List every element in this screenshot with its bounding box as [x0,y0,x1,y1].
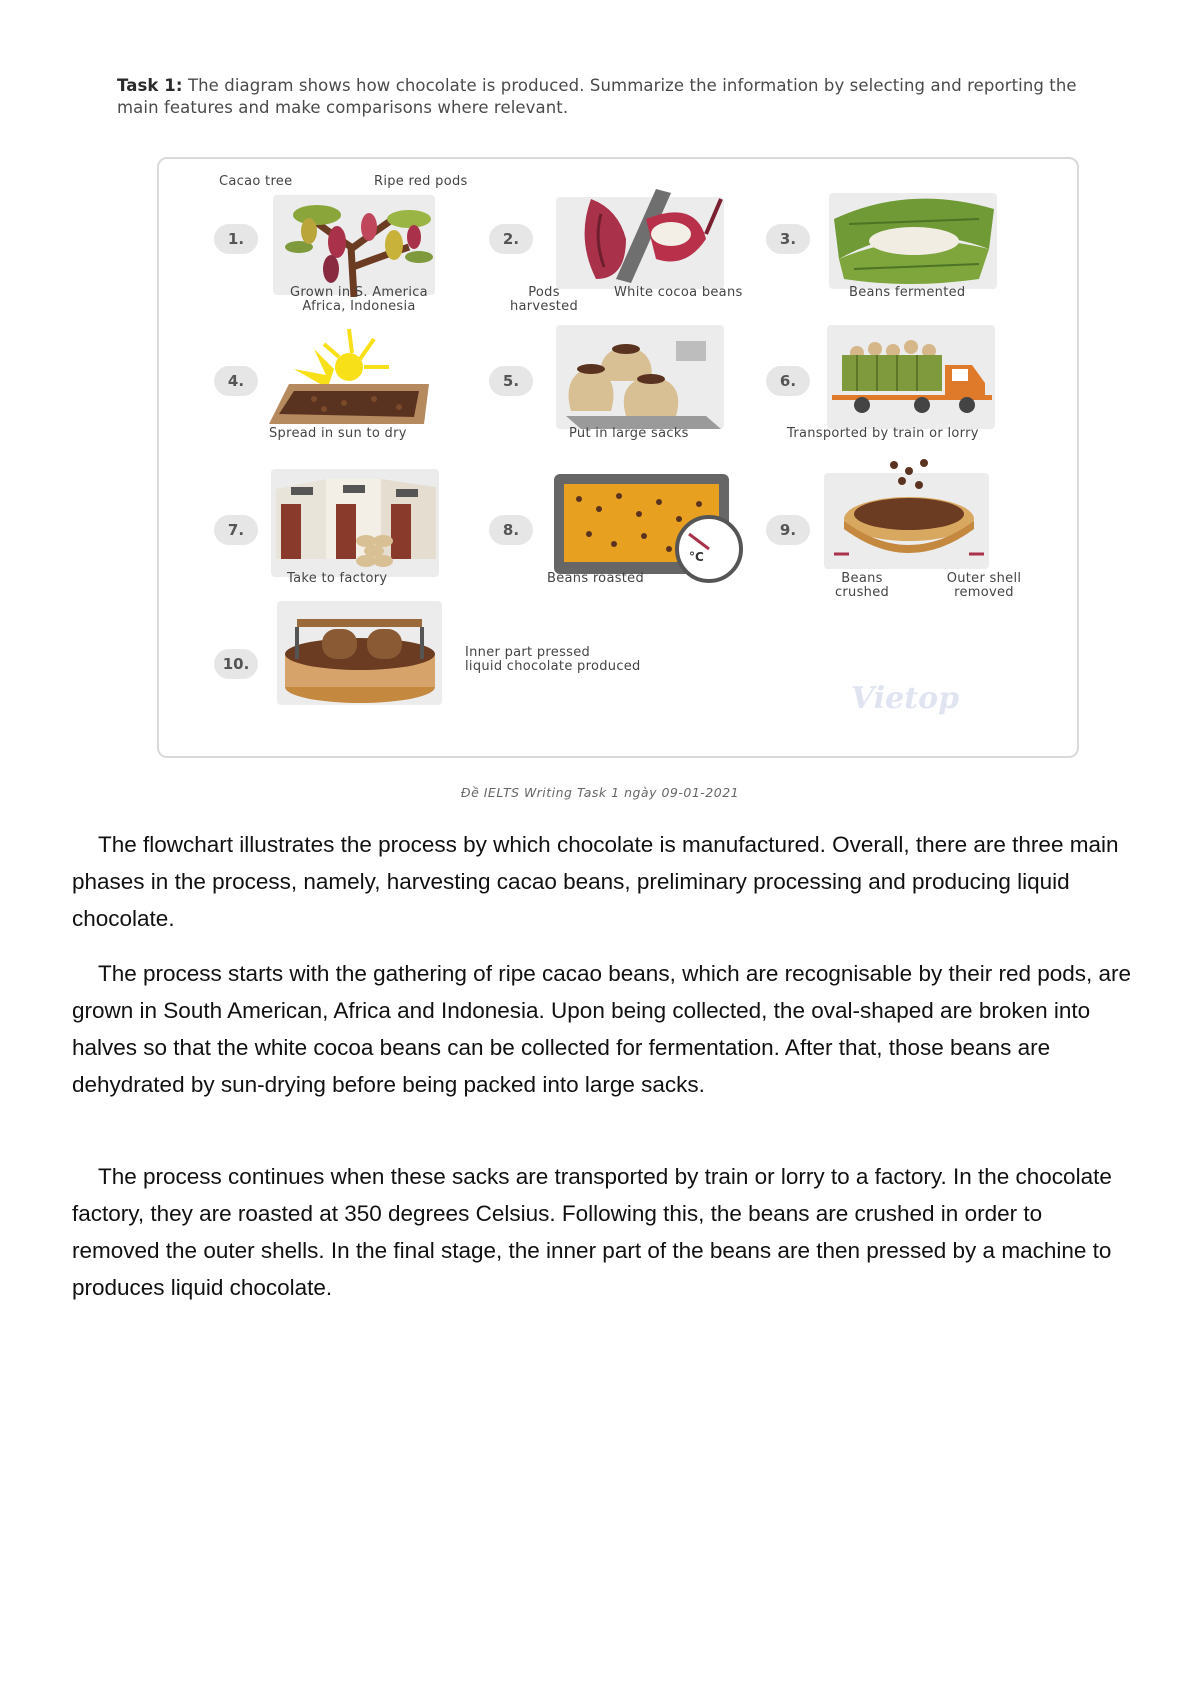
task-label: Task 1: [117,76,183,95]
step-6-number: 6. [766,366,810,396]
step-4-caption: Spread in sun to dry [269,426,407,441]
step-2-caption-beans: White cocoa beans [614,285,743,300]
step-5-caption: Put in large sacks [569,426,689,441]
step-7-caption: Take to factory [287,571,388,586]
step-7-number: 7. [214,515,258,545]
roasting-oven-illustration [549,474,749,584]
cacao-tree-illustration [269,187,439,297]
task-text: The diagram shows how chocolate is produced. Summarize the information by selecting and reporting the main features and make comparisons where relevant. [117,76,1077,117]
factory-illustration [271,469,441,579]
step-8-caption: Beans roasted [547,571,645,586]
step-3-number: 3. [766,224,810,254]
crushing-bowl-illustration [824,459,994,569]
step-10-caption: Inner part pressed liquid chocolate produced [465,645,641,674]
label-cacao-tree: Cacao tree [219,174,293,189]
essay-paragraph-3: The process continues when these sacks are transported by train or lorry to a factory. In the chocolate factory, they are roasted at 350 degrees Celsius. Following this, the beans are crushed in order to removed the outer shells. In the final stage, the inner part of the beans are then pressed by a machine to produces liquid chocolate. [72,1164,1112,1300]
gauge-unit-label: °C [689,550,704,564]
step-9-number: 9. [766,515,810,545]
lorry-illustration [827,325,997,435]
sun-drying-illustration [264,329,434,439]
step-2-number: 2. [489,224,533,254]
step-5-number: 5. [489,366,533,396]
step-1-number: 1. [214,224,258,254]
step-8-number: 8. [489,515,533,545]
step-9-caption-crushed: Beans crushed [834,571,890,600]
task-prompt [117,75,1077,119]
press-machine-illustration [277,599,447,709]
step-4-number: 4. [214,366,258,396]
step-10-number: 10. [214,649,258,679]
step-3-caption: Beans fermented [849,285,966,300]
essay-paragraph-1: The flowchart illustrates the process by which chocolate is manufactured. Overall, there are three main phases in the process, namely, harvesting cacao beans, preliminary processing and producing liquid chocolate. [72,832,1119,931]
step-9-caption-shell: Outer shell removed [946,571,1022,600]
essay-paragraph-2: The process starts with the gathering of ripe cacao beans, which are recognisable by their red pods, are grown in South American, Africa and Indonesia. Upon being collected, the oval-shaped are broken into halves so that the white cocoa beans can be collected for fermentation. After that, those beans are dehydrated by sun-drying before being packed into large sacks. [72,961,1132,1097]
label-ripe-red-pods: Ripe red pods [374,174,468,189]
pod-harvest-illustration [556,179,726,289]
vietop-watermark: Vietop [851,681,960,716]
step-6-caption: Transported by train or lorry [787,426,979,441]
fermenting-leaves-illustration [829,179,999,289]
source-caption: Đề IELTS Writing Task 1 ngày 09-01-2021 [460,785,740,800]
step-1-caption: Grown in S. America Africa, Indonesia [290,285,428,314]
process-diagram [157,157,1079,758]
sacks-on-scale-illustration [556,321,726,431]
step-2-caption: Pods harvested [509,285,579,314]
